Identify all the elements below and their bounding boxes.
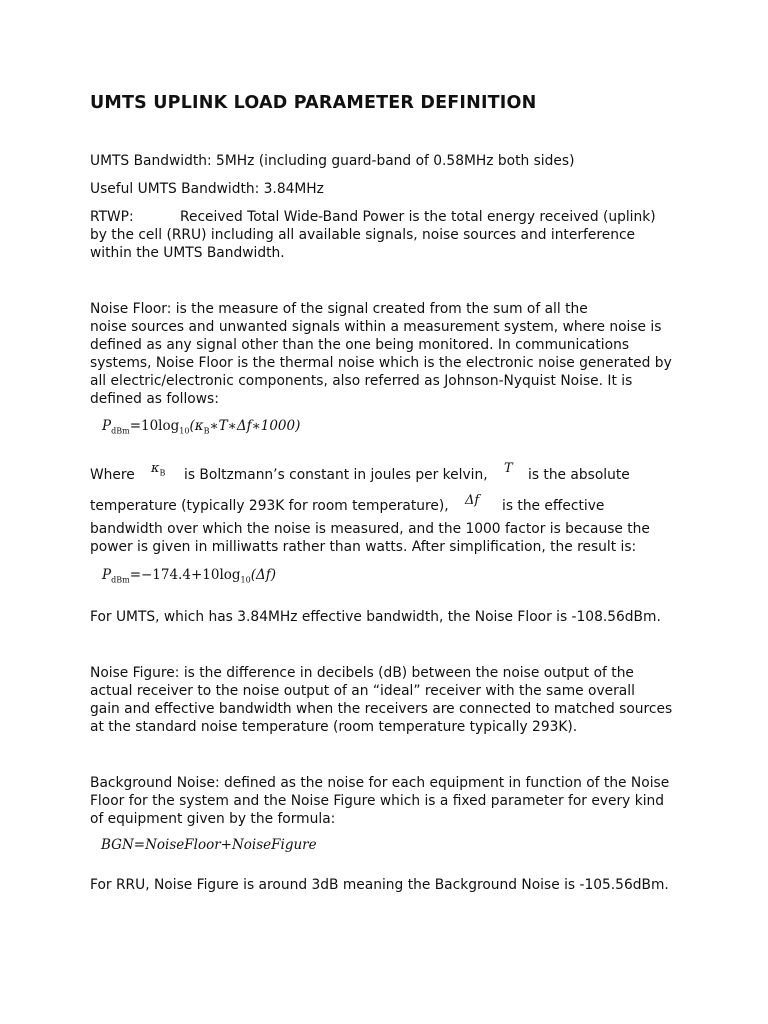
noise-figure-line-1: Noise Figure: is the difference in decibels (dB) between the noise output of the xyxy=(90,665,634,681)
simplified-formula: $P_{dBm}=-174.4+10\log_{10}(\Delta f)$ xyxy=(102,567,277,585)
noise-floor-formula: $P_{dBm}=10\log_{10}(\kappa_B∗T∗\Delta f∗1000)$ xyxy=(102,418,301,436)
noise-floor-line-6: defined as follows: xyxy=(90,391,219,407)
where-text-power: power is given in milliwatts rather than watts. After simplification, the result is: xyxy=(90,539,637,555)
rtwp-definition-line-3: within the UMTS Bandwidth. xyxy=(90,245,285,261)
where-text-absolute: is the absolute xyxy=(528,467,630,483)
background-noise-line-1: Background Noise: defined as the noise for each equipment in function of the Noise xyxy=(90,775,670,791)
where-text-temperature: temperature (typically 293K for room temperature), xyxy=(90,498,449,514)
rru-paragraph: For RRU, Noise Figure is around 3dB meaning the Background Noise is -105.56dBm. xyxy=(90,877,669,893)
noise-floor-line-5: all electric/electronic components, also referred as Johnson-Nyquist Noise. It is xyxy=(90,373,633,389)
document-title: UMTS UPLINK LOAD PARAMETER DEFINITION xyxy=(90,93,537,113)
noise-floor-line-2: noise sources and unwanted signals within a measurement system, where noise is xyxy=(90,319,662,335)
temperature-symbol: T xyxy=(504,461,513,476)
useful-bandwidth-paragraph: Useful UMTS Bandwidth: 3.84MHz xyxy=(90,181,324,197)
umts-bandwidth-paragraph: UMTS Bandwidth: 5MHz (including guard-band of 0.58MHz both sides) xyxy=(90,153,575,169)
noise-figure-line-2: actual receiver to the noise output of an “ideal” receiver with the same overall xyxy=(90,683,635,699)
where-label: Where xyxy=(90,467,135,483)
background-noise-formula: BGN=NoiseFloor+NoiseFigure xyxy=(101,837,317,853)
background-noise-line-3: of equipment given by the formula: xyxy=(90,811,336,827)
noise-floor-line-4: systems, Noise Floor is the thermal noise which is the electronic noise generated by xyxy=(90,355,672,371)
where-text-effective: is the effective xyxy=(502,498,605,514)
umts-noise-floor-paragraph: For UMTS, which has 3.84MHz effective bandwidth, the Noise Floor is -108.56dBm. xyxy=(90,609,661,625)
where-text-boltzmann: is Boltzmann’s constant in joules per kelvin, xyxy=(184,467,488,483)
where-text-bandwidth: bandwidth over which the noise is measured, and the 1000 factor is because the xyxy=(90,521,650,537)
rtwp-definition-line-2: by the cell (RRU) including all available signals, noise sources and interference xyxy=(90,227,636,243)
rtwp-term: RTWP: xyxy=(90,209,134,225)
noise-floor-line-3: defined as any signal other than the one being monitored. In communications xyxy=(90,337,630,353)
delta-f-symbol: Δf xyxy=(465,493,480,508)
noise-figure-line-4: at the standard noise temperature (room temperature typically 293K). xyxy=(90,719,578,735)
noise-figure-line-3: gain and effective bandwidth when the receivers are connected to matched sources xyxy=(90,701,673,717)
noise-floor-line-1: Noise Floor: is the measure of the signal created from the sum of all the xyxy=(90,301,588,317)
boltzmann-symbol: $\kappa_B$ xyxy=(151,461,166,478)
background-noise-line-2: Floor for the system and the Noise Figure which is a fixed parameter for every kind xyxy=(90,793,665,809)
rtwp-definition-line-1: Received Total Wide-Band Power is the total energy received (uplink) xyxy=(180,209,656,225)
